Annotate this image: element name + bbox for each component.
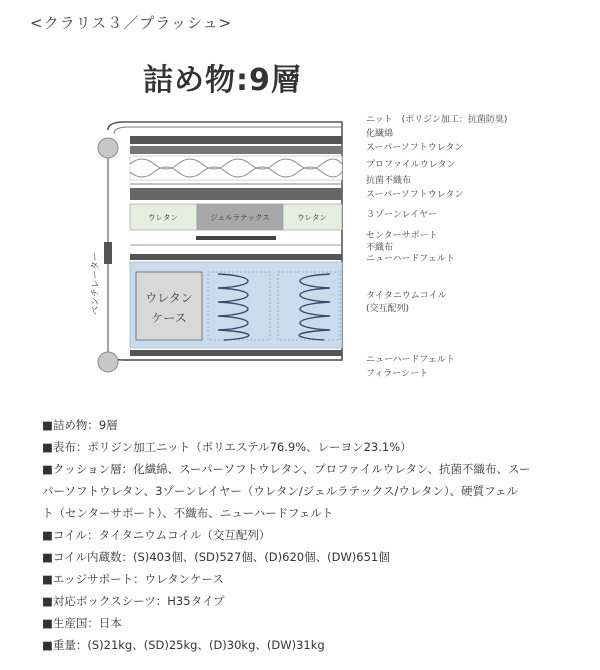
zone-left-label: ウレタン bbox=[148, 213, 178, 222]
zone-right-label: ウレタン bbox=[297, 213, 327, 222]
spec-item: ■コイル内蔵数：(S)403個、(SD)527個、(D)620個、(DW)651個 bbox=[42, 550, 390, 564]
ventilator-handle bbox=[104, 242, 112, 264]
spec-item: ■対応ボックスシーツ：H35タイプ bbox=[42, 594, 225, 608]
spec-item: ■クッション層：化繊綿、スーパーソフトウレタン、プロファイルウレタン、抗菌不織布、スー bbox=[42, 462, 531, 476]
ventilator-top-circle bbox=[98, 138, 118, 158]
label-coil: タイタニウムコイル bbox=[366, 291, 447, 301]
spec-item: ■生産国：日本 bbox=[42, 616, 122, 630]
spec-item: ■詰め物：9層 bbox=[42, 418, 118, 432]
urethane-case-label-2: ケース bbox=[151, 311, 187, 325]
label-antibac: 抗菌不織布 bbox=[366, 176, 412, 186]
layer-center-support bbox=[196, 236, 276, 240]
ventilator-bottom-circle bbox=[98, 352, 118, 372]
ventilator-label: ベンチレーター bbox=[91, 252, 101, 315]
label-center-support: センターサポート bbox=[366, 231, 438, 241]
zone-center-label: ジェルラテックス bbox=[210, 213, 270, 222]
page-heading: <クラリス３／プラッシュ> bbox=[30, 14, 233, 32]
layer-super-soft-urethane bbox=[130, 188, 342, 200]
label-hard-felt-bottom: ニューハードフェルト bbox=[366, 355, 455, 365]
layer-fiber bbox=[130, 146, 342, 154]
label-profile: プロファイルウレタン bbox=[366, 160, 456, 170]
spec-item: パーソフトウレタン、3ゾーンレイヤー（ウレタン/ジェルラテックス/ウレタン）、硬質フェル bbox=[42, 484, 519, 498]
layer-knit bbox=[130, 136, 342, 144]
label-filler-sheet: フィラーシート bbox=[366, 369, 429, 379]
label-3zone: ３ゾーンレイヤー bbox=[366, 210, 438, 220]
spec-item: ■コイル：タイタニウムコイル（交互配列） bbox=[42, 528, 271, 542]
label-fiber: 化繊綿 bbox=[366, 129, 394, 139]
label-super-soft-1: スーパーソフトウレタン bbox=[366, 143, 464, 153]
spec-item: ■表布：ポリジン加工ニット（ポリエステル76.9%、レーヨン23.1%） bbox=[42, 440, 412, 454]
spec-list bbox=[42, 414, 562, 656]
spec-item: ■重量：(S)21kg、(SD)25kg、(D)30kg、(DW)31kg bbox=[42, 638, 325, 652]
label-nonwoven: 不織布 bbox=[366, 243, 394, 253]
urethane-case-label-1: ウレタン bbox=[145, 291, 193, 305]
cover-inner-line bbox=[114, 127, 342, 134]
label-knit: ニット (ポリジン加工：抗菌防臭) bbox=[366, 115, 508, 125]
spec-item: ト（センターサポート）、不織布、ニューハードフェルト bbox=[42, 506, 334, 520]
diagram-title: 詰め物:9層 bbox=[143, 63, 302, 98]
label-hard-felt-top: ニューハードフェルト bbox=[366, 254, 455, 264]
layer-new-hard-felt-bottom bbox=[130, 350, 342, 356]
urethane-case bbox=[136, 272, 202, 340]
spec-item: ■エッジサポート：ウレタンケース bbox=[42, 572, 224, 586]
layer-new-hard-felt-top bbox=[130, 254, 342, 260]
label-coil-arrangement: (交互配列) bbox=[366, 304, 410, 314]
label-super-soft-2: スーパーソフトウレタン bbox=[366, 190, 464, 200]
